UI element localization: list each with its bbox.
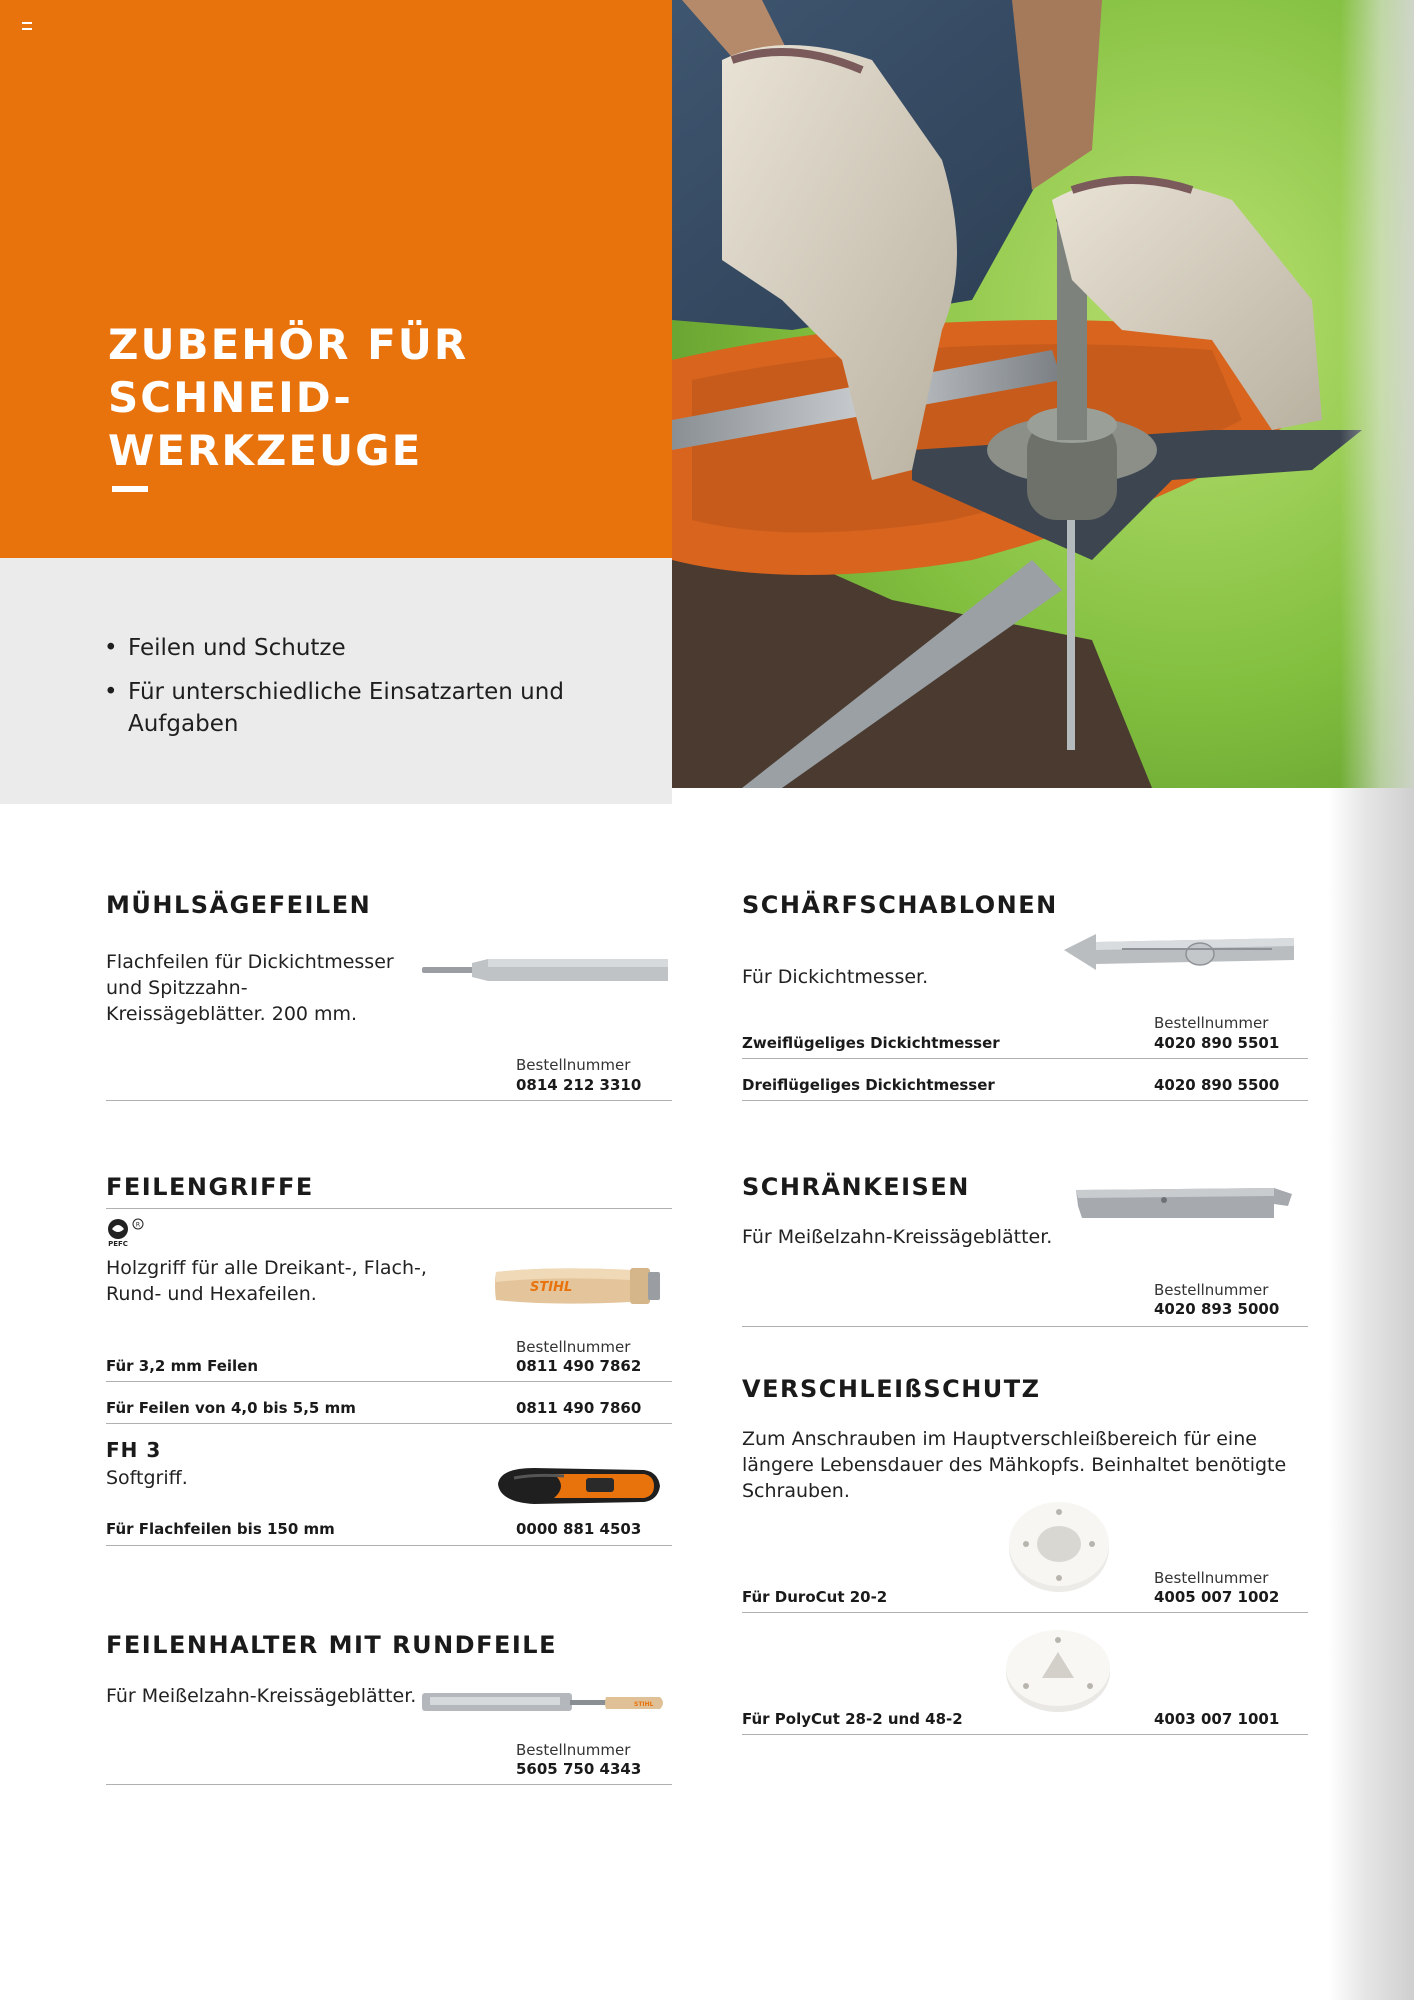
stihl-brand-text: STIHL [530,1280,573,1295]
menu-icon[interactable] [22,22,32,30]
page-title [108,318,468,477]
wooden-file-handle-image [490,1262,662,1310]
polycut-wear-protector-image [1004,1626,1112,1714]
section-description: Für Meißelzahn-Kreissägeblätter. [106,1685,417,1707]
title-underline [112,486,148,492]
order-number-label: Bestellnummer [1154,1281,1269,1299]
page-title-line-3: WERKZEUGE [108,426,423,475]
section-title-feilenhalter: FEILENHALTER MIT RUNDFEILE [106,1631,557,1659]
section-description: Zum Anschrauben im Hauptverschleißbereich für eine längere Lebensdauer des Mähkopfs. Beinhaltet benötigte Schrauben. [742,1428,1287,1502]
divider [106,1545,672,1546]
order-number: 0811 490 7860 [516,1399,642,1417]
pefc-logo-text: PEFC [108,1240,128,1248]
order-number-label: Bestellnummer [516,1338,631,1356]
svg-text:R: R [135,1221,141,1229]
order-number: 4020 890 5501 [1154,1034,1280,1052]
soft-grip-handle-image [494,1462,664,1510]
page-fold-shadow [1328,788,1414,2000]
section-title-verschleissschutz: VERSCHLEIßSCHUTZ [742,1375,1041,1403]
section-title-schraenkeisen: SCHRÄNKEISEN [742,1173,970,1201]
flat-file-image [422,955,668,985]
durocut-wear-protector-image [1006,1498,1112,1594]
divider [106,1423,672,1424]
section-description: Für Meißelzahn-Kreissägeblätter. [742,1226,1053,1248]
variant-label: Für Flachfeilen bis 150 mm [106,1520,335,1538]
order-number: 4003 007 1001 [1154,1710,1280,1728]
section-title-schaerfschablonen: SCHÄRFSCHABLONEN [742,891,1058,919]
divider [106,1784,672,1785]
order-number-label: Bestellnummer [1154,1569,1269,1587]
section-description: Holzgriff für alle Dreikant-, Flach-, Rund- und Hexafeilen. [106,1257,427,1305]
section-title-muehlsaegefeilen: MÜHLSÄGEFEILEN [106,891,372,919]
order-number: 4020 893 5000 [1154,1300,1280,1318]
variant-label: Für 3,2 mm Feilen [106,1357,259,1375]
saw-set-tool-image [1074,1182,1294,1226]
order-number-label: Bestellnummer [1154,1014,1269,1032]
variant-label: Zweiflügeliges Dickichtmesser [742,1034,1000,1052]
svg-text:STIHL: STIHL [634,1701,654,1708]
section-description: Flachfeilen für Dickichtmesser und Spitzzahn-Kreissägeblätter. 200 mm. [106,951,394,1025]
section-description: Für Dickichtmesser. [742,966,929,988]
divider [742,1100,1308,1101]
order-number-label: Bestellnummer [516,1741,631,1759]
intro-bullet: • Feilen und Schutze [104,632,664,664]
order-number: 0000 881 4503 [516,1520,642,1538]
file-holder-image [420,1687,666,1719]
order-number: 5605 750 4343 [516,1760,642,1778]
order-number: 0811 490 7862 [516,1357,642,1375]
divider [742,1326,1308,1327]
divider [106,1381,672,1382]
variant-label: Für DuroCut 20-2 [742,1588,888,1606]
page-fold-shadow [1340,0,1414,788]
pefc-logo-icon [104,1218,148,1248]
intro-bullet: • Für unterschiedliche Einsatzarten und Aufgaben [104,676,664,740]
divider [106,1208,672,1209]
divider [106,1100,672,1101]
divider [742,1734,1308,1735]
order-number: 0814 212 3310 [516,1076,642,1094]
sharpening-template-image [1062,930,1298,976]
page-title-line-2: SCHNEID- [108,373,353,422]
divider [742,1058,1308,1059]
brushcutter-photo-illustration [672,0,1414,788]
hero-photo [672,0,1414,788]
variant-label: Für Feilen von 4,0 bis 5,5 mm [106,1399,356,1417]
variant-label: Dreiflügeliges Dickichtmesser [742,1076,995,1094]
order-number-label: Bestellnummer [516,1056,631,1074]
hero-banner [0,0,672,558]
divider [742,1612,1308,1613]
variant-label: Für PolyCut 28-2 und 48-2 [742,1710,963,1728]
product-title-fh3: FH 3 [106,1438,162,1462]
order-number: 4005 007 1002 [1154,1588,1280,1606]
order-number: 4020 890 5500 [1154,1076,1280,1094]
intro-bullet-list [104,632,664,752]
product-description: Softgriff. [106,1467,188,1489]
page-title-line-1: ZUBEHÖR FÜR [108,320,469,369]
section-title-feilengriffe: FEILENGRIFFE [106,1173,314,1201]
